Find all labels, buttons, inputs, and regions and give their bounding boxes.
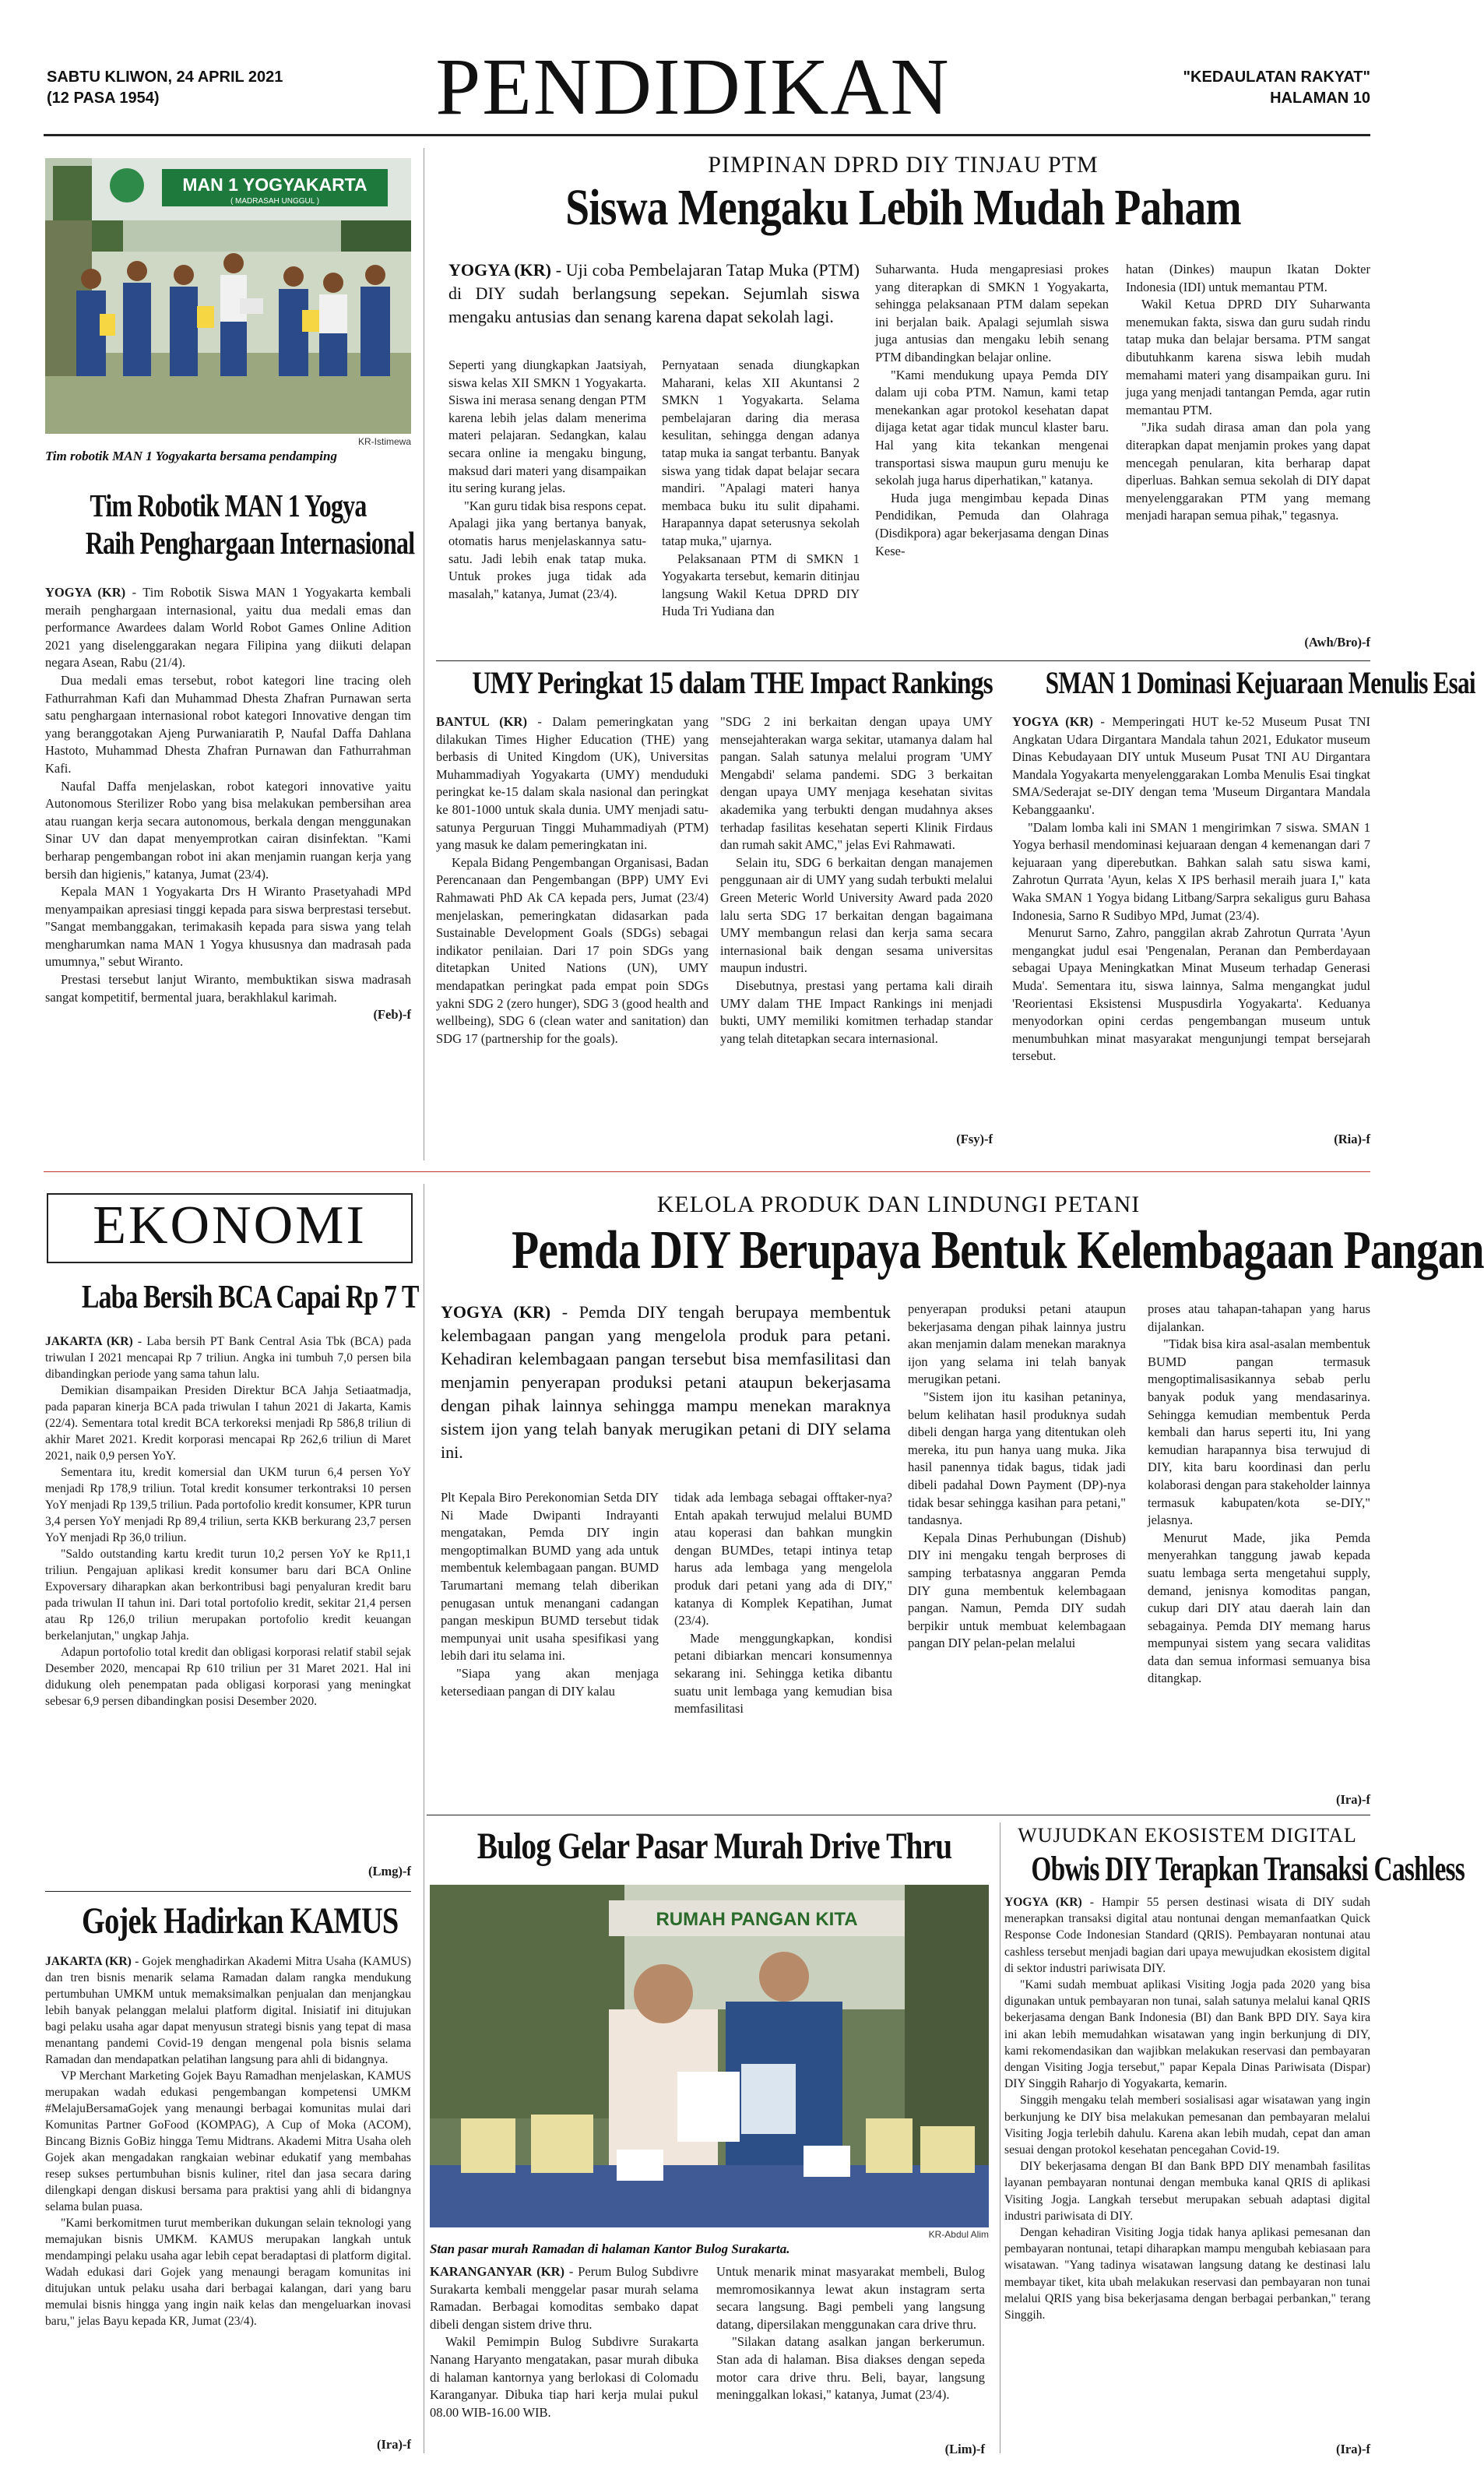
bulog-col-1: KARANGANYAR (KR) - Perum Bulog Subdivre Surakarta kembali menggelar pasar murah selama Ramadan. Berbagai komoditas sembako dapat dibeli dengan sistem drive thru. Wakil Pemimpin Bulog Subdivre Surakarta Nanang Haryanto mengatakan, pasar murah dibuka di halaman kantornya yang berlokasi di Colomadu Karanganyar. Dibuka tiap hari kerja mulai pukul 08.00 WIB-16.00 WIB. [430, 2264, 698, 2420]
qris-article-body: YOGYA (KR) - Hampir 55 persen destinasi wisata di DIY sudah menerapkan transaksi digital atau nontunai dengan memanfaatkan Quick Response Code Indonesian Standard (QRIS). Pembayaran nontunai atau cashless tersebut menjadi bagian dari upaya mewujudkan ekosistem digital di sektor industri pariwisata DIY. "Kami sudah membuat aplikasi Visiting Jogja pada 2020 yang bisa digunakan untuk pembayaran non tunai, salah satunya melalui kanal QRIS bekerjasama dengan Bank Indonesia (BI) dan Bank BPD DIY. Saya kira ini akan lebih memudahkan wisatawan yang ingin berkunjung di DIY, kami rekomendasikan dan wajibkan melakukan reservasi dan pembayaran dengan Visiting Jogja tersebut," papar Kepala Dinas Pariwisata (Dispar) DIY Singgih Raharjo di Yogyakarta, kemarin. Singgih mengaku telah memberi sosialisasi agar wisatawan yang ingin berkunjung ke DIY bisa melakukan pemesanan dan pembayaran melalui Visiting Jogja terlebih dahulu. Karena akan lebih mudah, cepat dan aman sesuai dengan protokol kesehatan pencegahan Covid-19. DIY bekerjasama dengan BI dan Bank BPD DIY menambah fasilitas layanan pembayaran nontunai dengan membuka kanal QRIS di aplikasi Visiting Jogja. Langkah tersebut merupakan sebuah adaptasi digital industri pariwisata di DIY. Dengan kehadiran Visiting Jogja tidak hanya aplikasi pemesanan dan pembayaran nontunai, tetapi diharapkan mampu mengubah kebiasaan para wisatawan. "Yang tadinya wisatawan langsung datang ke destinasi lalu membayar tiket, kita ubah melakukan reservasi dan pembayaran non tunai melalui QRIS yang bisa bekerjasama dengan berbagai perbankan," terang Singgih. [1004, 1896, 1370, 2322]
bulog-col-2: Untuk menarik minat masyarakat membeli, Bulog memromosikannya lewat akun instagram serta secara langsung. Bagi pembeli yang langsung datang, dipersilakan menggunakan cara drive thru. "Silakan datang asalkan jangan berkerumun. Stan ada di halaman. Bisa diakses dengan sepeda motor cara drive thru. Beli, bayar, langsung meninggalkan lokasi," katanya, Jumat (23/4). [716, 2264, 985, 2403]
bca-headline: Laba Bersih BCA Capai Rp 7 T [82, 1280, 419, 1315]
bulog-market-photo [430, 1885, 989, 2227]
sman1-article-body: YOGYA (KR) - Memperingati HUT ke-52 Museum Pusat TNI Angkatan Udara Dirgantara Mandala tahun 2021, Edukator museum Dinas Kebudayaan DIY untuk Museum Pusat TNI AU Dirgantara Mandala Yogyakarta menyelenggarakan Lomba Menulis Esai tingkat SMA/Sederajat se-DIY dengan tema 'Museum Dirgantara Mandala Kebanggaanku'. "Dalam lomba kali ini SMAN 1 mengirimkan 7 siswa. SMAN 1 Yogya berhasil mendominasi kejuaraan dengan 4 kemenangan dari 7 kejuaraan yang diperebutkan. Bahkan salah satu siswa kami, Zahrotun Qurrata 'Ayun, kelas X IPS berhasil meraih juara I," kata Waka SMAN 1 Yogya bidang Litbang/Sarpra sekaligus guru Bahasa Indonesia, Sarno R Sudibyo MPd, Jumat (23/4). Menurut Sarno, Zahro, panggilan akrab Zahrotun Qurrata 'Ayun mengangkat judul esai 'Pengenalan, Peranan dan Pemberdayaan sebagai Upaya Meningkatkan Minat Museum terhadap Generasi Muda'. Sementara itu, siswa lainnya, Salma mengangkat judul 'Reorientasi Eksistensi Muspusdirla Yogyakarta'. Keduanya menyodorkan opini cerdas pengembangan museum untuk menumbuhkan minat masyarakat mengunjungi tempat bersejarah tersebut. [1012, 714, 1370, 1064]
pangan-headline: Pemda DIY Berupaya Bentuk Kelembagaan Pangan [512, 1220, 1484, 1280]
ptm-kicker: PIMPINAN DPRD DIY TINJAU PTM [708, 152, 1099, 178]
bulog-headline: Bulog Gelar Pasar Murah Drive Thru [476, 1826, 952, 1867]
school-banner: MAN 1 YOGYAKARTA [182, 174, 367, 195]
bulog-photo-credit: KR-Abdul Alim [928, 2229, 989, 2240]
man1-photo-credit: KR-Istimewa [357, 436, 411, 447]
paper-page: "KEDAULATAN RAKYAT" HALAMAN 10 [1183, 69, 1370, 107]
gojek-article-body: JAKARTA (KR) - Gojek menghadirkan Akademi Mitra Usaha (KAMUS) dan tren bisnis menarik selama Ramadan dalam rangka mendukung pertumbuhan UMKM untuk memaksimalkan penjualan dan menjangkau lebih banyak pelanggan melalui platform digital. Inisiatif ini ditujukan bagi pelaku usaha agar dapat menyusun strategi bisnis yang tepat di masa menantang pandemi Covid-19 dengan mengenal pola bisnis selama Ramadan dan mendapatkan pelatihan langsung para ahli di bidangnya. VP Merchant Marketing Gojek Bayu Ramadhan menjelaskan, KAMUS merupakan wadah edukasi pengembangan kompetensi UMKM #MelajuBersamaGojek yang menaungi berbagai komunitas mulai dari Komunitas Partner GoFood (KOMPAG), A Cup of Moka (ACOM), Bincang Biznis GoBiz hingga Temu Midtrans. Akademi Mitra Usaha oleh Gojek akan mengadakan rangkaian webinar edukatif yang membahas resep sukses pertumbuhan bisnis kuliner, ritel dan jasa secara daring dilengkapi dengan diskusi bersama para praktisi yang ahli di bidangnya selama bulan puasa. "Kami berkomitmen turut memberikan dukungan selain teknologi yang memajukan bisnis UMKM. KAMUS merupakan langkah untuk mendampingi pelaku usaha agar lebih cepat beradaptasi di platform digital. Wadah edukasi dari Gojek yang menaungi beragam komunitas ini ditujukan untuk pelaku usaha dari berbagai kalangan, dari yang baru memulai bisnis hingga yang ingin naik kelas dan mengeluarkan inovasi baru," jelas Bayu kepada KR, Jumat (23/4). [45, 1955, 411, 2328]
pangan-col-4: proses atau tahapan-tahapan yang harus dijalankan. "Tidak bisa kira asal-asalan membentuk BUMD pangan termasuk mengoptimalisasikannya sebab perlu banyak poduk yang mendasarinya. Sehingga kemudian membentuk Perda kembali dan harus seperti itu, Ini yang kemudian harapannya bisa terwujud di DIY, kita baru koordinasi dan perlu kolaborasi dengan para stakeholder lainnya termasuk kabupaten/kota se-DIY," jelasnya. Menurut Made, jika Pemda menyerahkan tanggung jawab kepada suatu lembaga serta mengetahui supply, demand, jenisnya komoditas pangan, cukup dari DIY atau daerah lain dan sebagainya. Pemda DIY memang harus mempunyai sistem yang secara validitas data dan semua informasi semuanya bisa ditangkap. [1148, 1301, 1370, 1686]
pangan-kicker: KELOLA PRODUK DAN LINDUNGI PETANI [656, 1192, 1141, 1217]
school-banner-sub: ( MADRASAH UNGGUL ) [230, 197, 320, 206]
ekonomi-section-label: EKONOMI [47, 1193, 413, 1263]
qris-headline: Obwis DIY Terapkan Transaksi Cashless [1031, 1850, 1465, 1888]
pangan-col-1: Plt Kepala Biro Perekonomian Setda DIY Ni Made Dwipanti Indrayanti mengatakan, Pemda DIY ingin mengoptimalkan BUMD yang ada untuk membentuk kelembagaan pangan. BUMD Tarumartani memang telah diberikan penugasan untuk menangani cadangan pangan meskipun BUMD tersebut tidak mempunyai unit usaha spesifikasi yang lebih dari itu selama ini. "Siapa yang akan menjaga ketersediaan pangan di DIY kalau [441, 1490, 659, 1699]
masthead-rule [44, 134, 1370, 136]
section-divider [44, 1171, 1370, 1172]
man1-photo-caption: Tim robotik MAN 1 Yogyakarta bersama pendamping [45, 449, 337, 463]
bulog-photo-caption: Stan pasar murah Ramadan di halaman Kantor Bulog Surakarta. [430, 2241, 790, 2256]
sman1-headline: SMAN 1 Dominasi Kejuaraan Menulis Esai [1045, 665, 1475, 700]
gojek-headline: Gojek Hadirkan KAMUS [82, 1900, 399, 1942]
pangan-signature: (Ira)-f [1336, 1792, 1370, 1807]
man1-article-body: YOGYA (KR) - Tim Robotik Siswa MAN 1 Yogyakarta kembali meraih penghargaan internasional, yaitu dua medali emas dan performance Awardees dalam World Robot Games Online Adition 2021 yang diselenggarakan negara Filipina yang diikuti delapan negara Asean, Rabu (21/4). Dua medali emas tersebut, robot kategori line tracing oleh Fathurrahman Kafi dan Muhammad Dhesta Zhafran Purnawan serta satu penghargaan internasional robot kategori Innovative dengan tim yang beranggotakan Ajeng Purwaniaratih P, Naufal Daffa Dahlana Hastoto, Muhammad Dhesta Zhafran Purnawan dan Fathurrahman Kafi. Naufal Daffa menjelaskan, robot kategori innovative yaitu Autonomous Sterilizer Robo yang bisa melakukan pembersihan area atau ruangan kerja secara autonomous, berkala dengan menggunakan Sinar UV dan dapat menyemprotkan cairan disinfektan. "Kami berharap pengembangan robot ini akan menjamin ruangan kerja yang bersih dan higienis," katanya, Jumat (23/4). Kepala MAN 1 Yogyakarta Drs H Wiranto Prasetyahadi MPd menyampaikan apresiasi tinggi kepada para siswa berprestasi tersebut. "Sangat membanggakan, terimakasih kepada para siswa yang telah mengharumkan nama MAN 1 Yogya khususnya dan madrasah pada umumnya," sebut Wiranto. Prestasi tersebut lanjut Wiranto, membuktikan siswa madrasah sangat kompetitif, bermental juara, berakhlakul karimah. (Feb)-f [45, 584, 411, 1153]
sman1-signature: (Ria)-f [1334, 1132, 1370, 1146]
umy-col-1: BANTUL (KR) - Dalam pemeringkatan yang dilakukan Times Higher Education (THE) yang berbasis di United Kingdom (UK), Universitas Muhammadiyah Yogyakarta (UMY) menduduki peringkat ke-15 dalam skala nasional dan peringkat ke 801-1000 untuk skala dunia. UMY menjadi satu-satunya Perguruan Tinggi Muhammadiyah (PTM) yang masuk ke dalam pemeringkatan ini. Kepala Bidang Pengembangan Organisasi, Badan Perencanaan dan Pengembangan (BPP) UMY Evi Rahmawati PhD Ak CA kepada pers, Jumat (23/4) menjelaskan, pemeringkatan didasarkan pada Sustainable Development Goals (SDGs) sebagai indikator penilaian. Dari 17 poin SDGs yang ditetapkan United Nations (UN), UMY mendapatkan peringkat pada empat poin SDGs yakni SDG 2 (zero hunger), SDG 3 (good health and wellbeing), SDG 6 (clean water and sanitation) dan SDG 17 (partnership for the goals). [436, 714, 709, 1046]
ptm-signature: (Awh/Bro)-f [1304, 635, 1370, 650]
ptm-col-3: Suharwanta. Huda mengapresiasi prokes yang diterapkan di SMKN 1 Yogyakarta, sehingga pelaksanaan PTM dalam sepekan ini berjalan baik. Apalagi sejumlah siswa juga antusias dan mengaku lebih senang PTM dibandingkan belajar online. "Kami mendukung upaya Pemda DIY dalam uji coba PTM. Namun, kami tetap menekankan agar protokol kesehatan dapat dijaga ketat agar tidak muncul klaster baru. Hal yang kita tekankan mengenai transportasi siswa maupun guru menuju ke sekolah juga harus diperhatikan," katanya. Huda juga mengimbau kepada Dinas Pendidikan, Pemuda dan Olahraga (Disdikpora) agar bekerjasama dengan Dinas Kese- [875, 262, 1109, 558]
pangan-col-3: penyerapan produksi petani ataupun bekerjasama dengan pihak lainnya justru akan menjamin dalam menekan maraknya ijon yang selama ini telah banyak merugikan petani. "Sistem ijon itu kasihan petaninya, belum kelihatan hasil produknya sudah dibeli dengan harga yang ditentukan oleh mereka, itu pun hanya uang muka. Jika hasil panennya tidak bagus, tidak jadi dibeli padahal Down Payment (DP)-nya tidak besar sehingga kasihan para petani," tandasnya. Kepala Dinas Perhubungan (Dishub) DIY ini mengaku tengah berproses di samping terbatasnya anggaran Pemda DIY guna membentuk kelembagaan pangan. Namun, Pemda DIY sudah berpikir untuk membuat kelembagaan pangan DIY pelan-pelan melalui [908, 1301, 1126, 1651]
gojek-signature: (Ira)-f [377, 2437, 411, 2452]
umy-headline: UMY Peringkat 15 dalam THE Impact Rankings [472, 665, 993, 700]
bulog-signature: (Lim)-f [944, 2442, 985, 2456]
booth-sign: RUMAH PANGAN KITA [656, 1909, 858, 1930]
ptm-lead: YOGYA (KR) - Uji coba Pembelajaran Tatap Muka (PTM) di DIY sudah berlangsung sepekan. Sejumlah siswa mengaku antusias dan senang karena dapat sekolah lagi. [448, 260, 860, 326]
ptm-col-4: hatan (Dinkes) maupun Ikatan Dokter Indonesia (IDI) untuk memantau PTM. Wakil Ketua DPRD DIY Suharwanta menemukan fakta, siswa dan guru sudah rindu tatap muka dan belajar bersama. PTM sangat dibutuhkanm karena siswa lebih mudah memahami materi yang disampaikan guru. Ini juga yang menjadi tantangan Pemda, agar rutin memantau PTM. "Jika sudah dirasa aman dan pola yang diterapkan dapat menjamin prokes yang dapat mencegah penularan, kita berharap dapat diperluas. Bahkan semua sekolah di DIY dapat menyelenggarakan PTM yang memang menjadi harapan semua pihak," tegasnya. [1126, 262, 1370, 523]
ptm-col-1: Seperti yang diungkapkan Jaatsiyah, siswa kelas XII SMKN 1 Yogyakarta. Siswa ini merasa senang dengan PTM karena lebih jelas dalam menerima materi pelajaran. Sedangkan, kalau secara online ia mengaku bingung, maksud dari materi yang disampaikan itu sering kurang jelas. "Kan guru tidak bisa respons cepat. Apalagi jika yang bertanya banyak, otomatis harus menjelaskannya satu-satu. Jadi lebih enak tatap muka. Untuk prokes juga tidak ada masalah," katanya, Jumat (23/4). [448, 357, 647, 601]
man1-team-photo [45, 158, 411, 434]
umy-signature: (Fsy)-f [956, 1132, 993, 1146]
ptm-headline: Siswa Mengaku Lebih Mudah Paham [565, 179, 1241, 236]
man1-headline: Tim Robotik MAN 1 Yogya Raih Penghargaan Internasional [85, 488, 415, 561]
bca-signature: (Lmg)-f [368, 1864, 411, 1879]
issue-date: SABTU KLIWON, 24 APRIL 2021 (12 PASA 1954) [47, 69, 283, 107]
ptm-bottom-rule [436, 660, 1370, 661]
bca-bottom-rule [45, 1891, 411, 1892]
bca-article-body: JAKARTA (KR) - Laba bersih PT Bank Central Asia Tbk (BCA) pada triwulan I 2021 mencapai Rp 7 triliun. Angka ini tumbuh 7,0 persen bila dibandingkan periode yang sama tahun lalu. Demikian disampaikan Presiden Direktur BCA Jahja Setiaatmadja, pada paparan kinerja BCA pada triwulan I tahun 2021 di Jakarta, Kamis (22/4). Sementara total kredit BCA terkoreksi menjadi Rp 586,8 triliun di akhir Maret 2021. Kredit korporasi mencapai Rp 262,6 triliun di Maret 2021, naik 0,9 persen YoY. Sementara itu, kredit komersial dan UKM turun 6,4 persen YoY menjadi Rp 178,9 triliun. Total kredit konsumer terkontraksi 10 persen YoY menjadi Rp 139,5 triliun. Pada portofolio kredit konsumer, KPR turun 3,4 persen YoY menjadi Rp 89,4 triliun, serta KKB berkurang 23,7 persen YoY menjadi Rp 36,0 triliun. "Saldo outstanding kartu kredit turun 10,2 persen YoY ke Rp11,1 triliun. Pengajuan aplikasi kredit konsumer baru dari BCA Online Expoversary diharapkan akan berkontribusi bagi penyaluran kredit baru pada triwulan II tahun ini. Dari total portofolio kredit, sekitar 21,4 persen atau Rp 126,0 triliun merupakan portofolio kredit keuangan berkelanjutan," ungkap Jahja. Adapun portofolio total kredit dan obligasi korporasi relatif stabil sejak Desember 2020, mencapai Rp 610 triliun per 31 Maret 2021. Hal ini didukung oleh penempatan pada obligasi korporasi yang meningkat sebesar 6,9 persen dibandingkan posisi Desember 2020. [45, 1335, 411, 1708]
ptm-col-2: Pernyataan senada diungkapkan Maharani, kelas XII Akuntansi 2 SMKN 1 Yogyakarta. Selama pembelajaran daring dia merasa kesulitan, sehingga dengan adanya tatap muka ia sangat terbantu. Banyak siswa yang tidak dapat belajar secara mandiri. "Apalagi materi hanya membaca buku itu sulit dipahami. Harapannya dapat seterusnya sekolah tatap muka," ujarnya. Pelaksanaan PTM di SMKN 1 Yogyakarta tersebut, kemarin ditinjau langsung Wakil Ketua DPRD DIY Huda Tri Yudiana dan [662, 357, 860, 619]
man1-signature: (Feb)-f [373, 1007, 411, 1023]
pangan-col-2: tidak ada lembaga sebagai offtaker-nya? Entah apakah terwujud melalui BUMD atau koperasi dan bahkan mungkin dengan BUMDes, tetapi intinya tetap harus ada lembaga yang mengelola produk dari petani yang ada di DIY," katanya di Komplek Kepatihan, Jumat (23/4). Made menggungkapkan, kondisi petani dibiarkan mencari konsumennya sekarang ini. Sehingga ketika dibantu suatu unit lembaga yang kemudian bisa memfasilitasi [674, 1490, 892, 1717]
section-masthead: PENDIDIKAN [435, 42, 951, 132]
umy-col-2: "SDG 2 ini berkaitan dengan upaya UMY mensejahterakan warga sekitar, utamanya dalam hal pangan. Salah satunya melalui program 'UMY Mengabdi' selama pandemi. SDG 3 berkaitan dengan upaya UMY menjaga kesehatan sivitas akademika yang terbukti dengan mudahnya akses terhadap fasilitas kesehatan seperti Klinik Firdaus dan rumah sakit AMC," jelas Evi Rahmawati. Selain itu, SDG 6 berkaitan dengan manajemen penggunaan air di UMY yang sudah terbukti melalui Green Meteric World University Award pada 2020 lalu serta SDG 17 berkaitan dengan bagaimana UMY membangun relasi dan kerja sama secara internasional baik dengan sesama universitas maupun industri. Disebutnya, prestasi yang pertama kali diraih UMY dalam THE Impact Rankings ini menjadi bukti, UMY memiliki komitmen terhadap standar yang telah ditetapkan secara internasional. [720, 714, 993, 1046]
qris-signature: (Ira)-f [1336, 2442, 1370, 2456]
pangan-lead: YOGYA (KR) - Pemda DIY tengah berupaya membentuk kelembagaan pangan yang mengelola produk para petani. Kehadiran kelembagaan pangan tersebut bisa memfasilitasi dan menjamin penyerapan produksi petani ataupun bekerjasama dengan pihak lainnya sehingga mampu menekan maraknya sistem ijon yang telah banyak merugikan petani di DIY selama ini. [441, 1302, 891, 1462]
qris-kicker: WUJUDKAN EKOSISTEM DIGITAL [1018, 1824, 1357, 1847]
